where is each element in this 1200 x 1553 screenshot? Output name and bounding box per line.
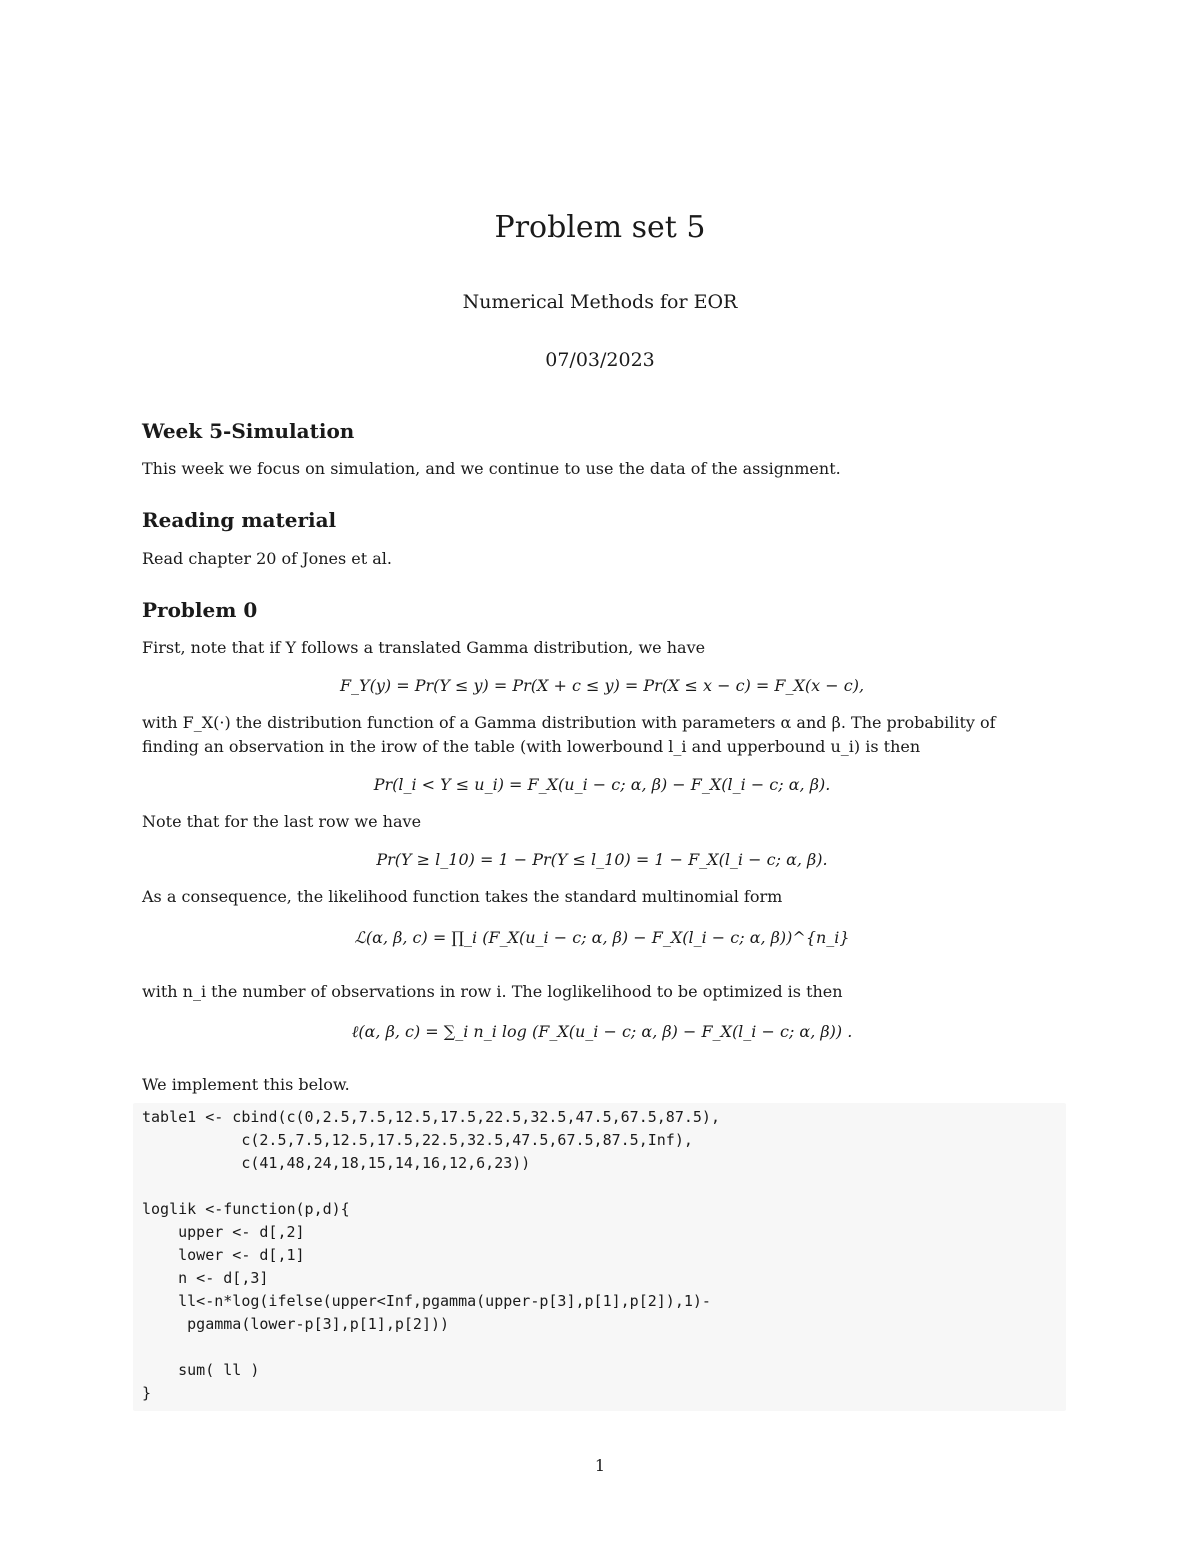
paragraph-problem0-intro: First, note that if Y follows a translated Gamma distribution, we have: [142, 638, 706, 657]
paragraph-week: This week we focus on simulation, and we continue to use the data of the assignment.: [142, 459, 841, 478]
page-number: 1: [594, 1456, 606, 1475]
equation-loglikelihood: ℓ(α, β, c) = ∑_i n_i log (F_X(u_i − c; α, β) − F_X(l_i − c; α, β)) .: [351, 1022, 853, 1041]
document-date: 07/03/2023: [545, 349, 655, 371]
heading-problem0: Problem 0: [142, 598, 258, 622]
code-line: lower <- d[,1]: [142, 1246, 305, 1264]
equation-likelihood: ℒ(α, β, c) = ∏_i (F_X(u_i − c; α, β) − F_X(l_i − c; α, β))^{n_i}: [354, 928, 850, 947]
code-line: loglik <-function(p,d){: [142, 1200, 350, 1218]
equation-last-row: Pr(Y ≥ l_10) = 1 − Pr(Y ≤ l_10) = 1 − F_X(l_i − c; α, β).: [376, 850, 828, 869]
code-line: n <- d[,3]: [142, 1269, 269, 1287]
paragraph-reading: Read chapter 20 of Jones et al.: [142, 549, 392, 568]
code-line: c(2.5,7.5,12.5,17.5,22.5,32.5,47.5,67.5,87.5,Inf),: [142, 1131, 693, 1149]
equation-cdf: F_Y(y) = Pr(Y ≤ y) = Pr(X + c ≤ y) = Pr(X ≤ x − c) = F_X(x − c),: [339, 676, 865, 695]
code-line: sum( ll ): [142, 1361, 260, 1379]
paragraph-likelihood: As a consequence, the likelihood function takes the standard multinomial form: [142, 887, 783, 906]
document-title: Problem set 5: [494, 210, 706, 245]
paragraph-loglikelihood: with n_i the number of observations in row i. The loglikelihood to be optimized is then: [142, 982, 843, 1001]
paragraph-implement: We implement this below.: [142, 1075, 350, 1094]
code-line: }: [142, 1384, 152, 1402]
equation-probability: Pr(l_i < Y ≤ u_i) = F_X(u_i − c; α, β) − F_X(l_i − c; α, β).: [373, 775, 831, 794]
heading-week: Week 5-Simulation: [142, 419, 355, 443]
code-line: pgamma(lower-p[3],p[1],p[2])): [142, 1315, 450, 1333]
code-line: upper <- d[,2]: [142, 1223, 305, 1241]
code-line: ll<-n*log(ifelse(upper<Inf,pgamma(upper-p[3],p[1],p[2]),1)-: [142, 1292, 711, 1310]
paragraph-last-row: Note that for the last row we have: [142, 812, 422, 831]
paragraph-gamma-line1: with F_X(·) the distribution function of a Gamma distribution with parameters α and β. The probability of: [142, 713, 996, 732]
heading-reading: Reading material: [142, 508, 337, 532]
code-line: c(41,48,24,18,15,14,16,12,6,23)): [142, 1154, 531, 1172]
document-subtitle: Numerical Methods for EOR: [462, 291, 738, 313]
code-line: table1 <- cbind(c(0,2.5,7.5,12.5,17.5,22.5,32.5,47.5,67.5,87.5),: [142, 1108, 720, 1126]
paragraph-gamma-line2: finding an observation in the irow of the table (with lowerbound l_i and upperbound u_i) is then: [142, 737, 921, 756]
